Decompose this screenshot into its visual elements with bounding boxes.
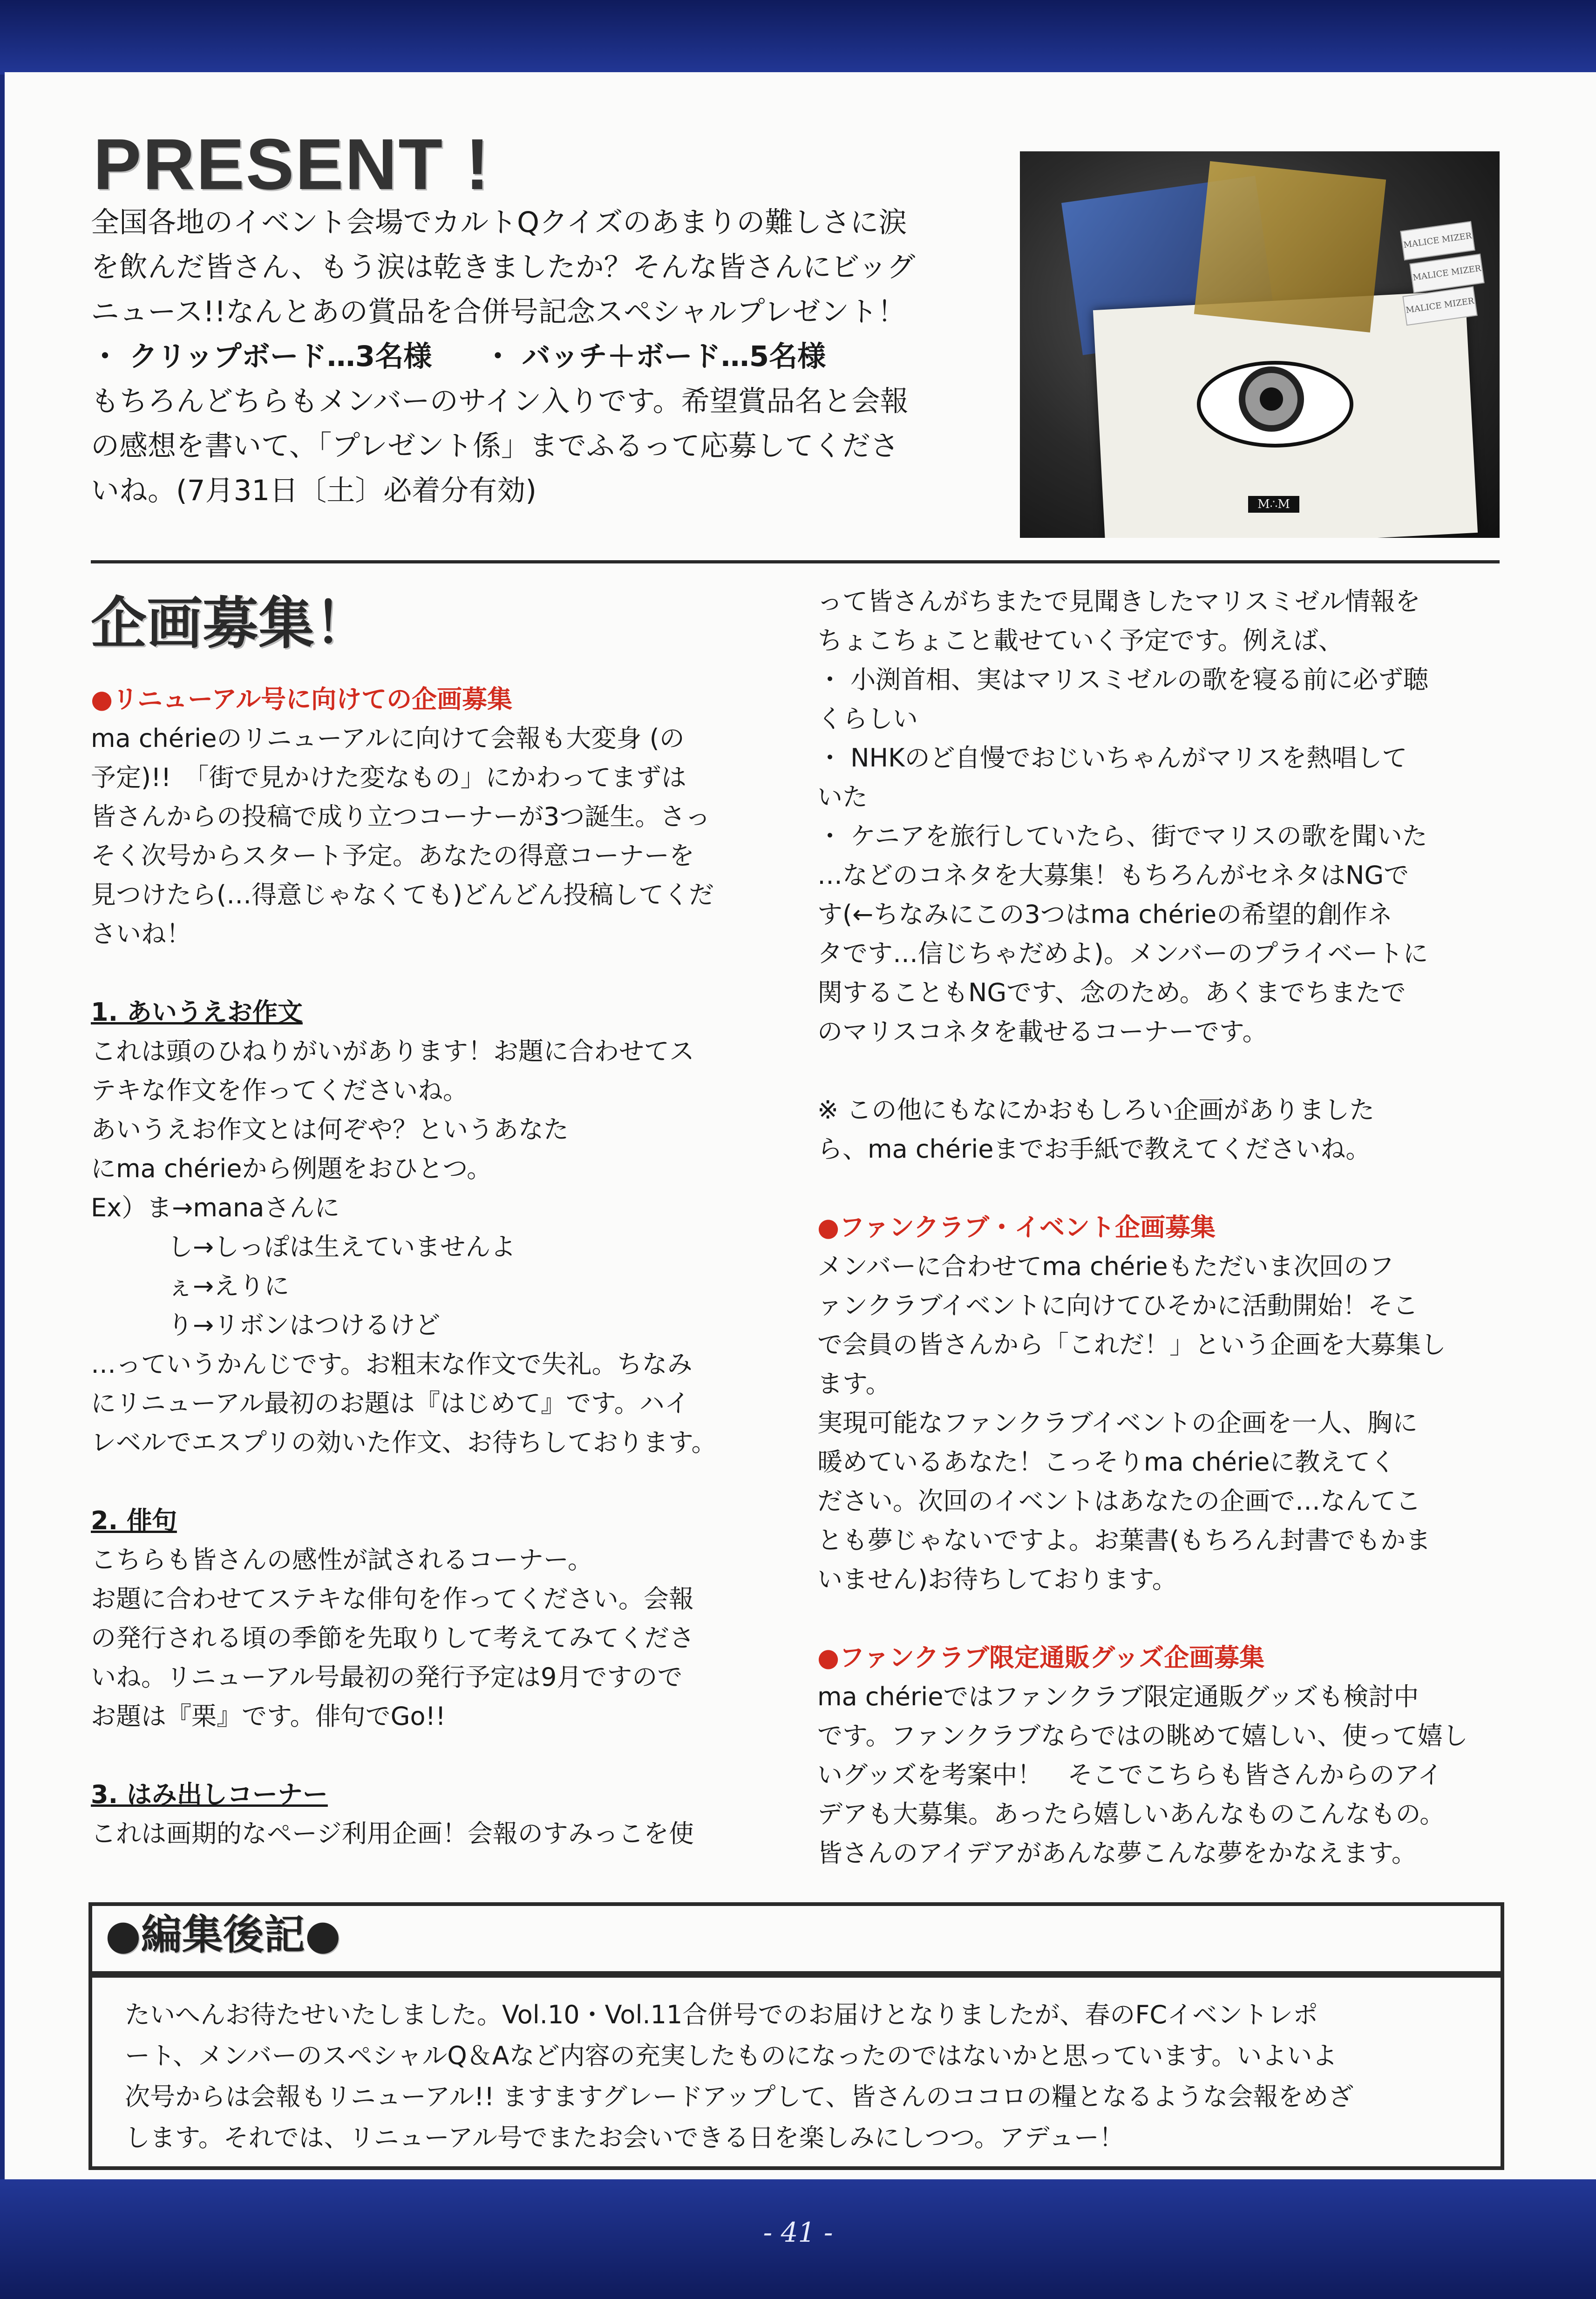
example-line: ぇ→えりに: [168, 1271, 290, 1301]
kikaku-title: 企画募集！: [91, 591, 370, 656]
body-line: ちょこちょこと載せていく予定です。例えば、: [817, 626, 1344, 655]
body-line: ma chérieではファンクラブ限定通販グッズも検討中: [817, 1682, 1419, 1711]
prize-clipboard: ・ クリップボード…3名様: [91, 340, 432, 373]
signed-clipboard-gold: [1194, 161, 1386, 332]
body-line: にma chérieから例題をおひとつ。: [91, 1154, 492, 1183]
body-line: レベルでエスプリの効いた作文、お待ちしております。: [91, 1428, 717, 1457]
present-line: もちろんどちらもメンバーのサイン入りです。希望賞品名と会報: [91, 385, 909, 418]
example-line: し→しっぽは生えていませんよ: [168, 1232, 516, 1261]
body-line: こちらも皆さんの感性が試されるコーナー。: [91, 1545, 593, 1574]
body-line: 関することもNGです、念のため。あくまでちまたで: [817, 978, 1406, 1007]
section-divider: [91, 560, 1500, 563]
spacer: [91, 1462, 771, 1501]
prize-photo: [1020, 151, 1500, 538]
body-line: お題は『栗』です。俳句でGo!!: [91, 1702, 446, 1731]
body-line: いグッズを考案中！ そこでこちらも皆さんからのアイ: [817, 1760, 1443, 1790]
afterword-line: します。それでは、リニューアル号でまたお会いできる日を楽しみにしつつ。アデュー！: [125, 2123, 1124, 2152]
note-line: ら、ma chérieまでお手紙で教えてくださいね。: [817, 1134, 1371, 1164]
body-line: テキな作文を作ってくださいね。: [91, 1076, 468, 1105]
body-line: って皆さんがちまたで見聞きしたマリスミゼル情報を: [817, 587, 1420, 616]
section2-heading: 2. 俳句: [91, 1506, 177, 1535]
body-line: …っていうかんじです。お粗末な作文で失礼。ちなみ: [91, 1350, 693, 1379]
body-line: さいね！: [91, 919, 191, 949]
member-card: MALICE MIZER: [1402, 286, 1477, 326]
present-line: いね。(7月31日〔土〕必着分有効): [91, 474, 537, 507]
body-line: ・ ケニアを旅行していたら、街でマリスの歌を聞いた: [817, 821, 1427, 851]
body-line: これは頭のひねりがいがあります！お題に合わせてス: [91, 1037, 694, 1066]
prize-list: [91, 334, 1004, 379]
body-line: くらしい: [817, 704, 918, 733]
body-line: で会員の皆さんから「これだ！」という企画を大募集し: [817, 1330, 1446, 1359]
body-line: 皆さんからの投稿で成り立つコーナーが3つ誕生。さっ: [91, 802, 711, 831]
body-line: メンバーに合わせてma chérieもただいま次回のフ: [817, 1252, 1394, 1281]
body-line: 実現可能なファンクラブイベントの企画を一人、胸に: [817, 1408, 1418, 1438]
present-line: を飲んだ皆さん、もう涙は乾きましたか？そんな皆さんにビッグ: [91, 251, 916, 284]
eye-pupil-icon: [1260, 387, 1283, 411]
body-line: 予定)!! 「街で見かけた変なもの」にかわってまずは: [91, 763, 686, 792]
left-column: [91, 680, 771, 1853]
body-line: す(←ちなみにこの3つはma chérieの希望的創作ネ: [817, 900, 1393, 929]
renewal-heading: ●リニューアル号に向けての企画募集: [91, 685, 513, 714]
body-line: にリニューアル最初のお題は『はじめて』です。ハイ: [91, 1389, 690, 1418]
example-line: Ex）ま→manaさんに: [91, 1193, 340, 1222]
afterword-body: [125, 1994, 1475, 2158]
spacer: [91, 954, 771, 993]
fc-event-heading: ●ファンクラブ・イベント企画募集: [817, 1213, 1216, 1242]
afterword-line: ート、メンバーのスペシャルQ＆Aなど内容の充実したものになったのではないかと思っています。いよいよ: [125, 2041, 1338, 2070]
body-line: いね。リニューアル号最初の発行予定は9月ですので: [91, 1662, 683, 1692]
body-line: とも夢じゃないですよ。お葉書(もちろん封書でもかま: [817, 1526, 1431, 1555]
afterword-box: [88, 1902, 1504, 2170]
spacer: [817, 1599, 1497, 1638]
present-line: ニュース!!なんとあの賞品を合併号記念スペシャルプレゼント！: [91, 295, 906, 328]
body-line: ・ 小渕首相、実はマリスミゼルの歌を寝る前に必ず聴: [817, 665, 1429, 694]
body-line: ます。: [817, 1369, 891, 1398]
top-blue-band: [0, 0, 1596, 75]
member-card: MALICE MIZER: [1400, 221, 1475, 261]
mm-logo: M∴M: [1248, 496, 1299, 513]
body-line: のマリスコネタを載せるコーナーです。: [817, 1017, 1268, 1046]
spacer: [91, 1736, 771, 1775]
body-line: これは画期的なページ利用企画！会報のすみっこを使: [91, 1819, 694, 1848]
page-number: - 41 -: [763, 2217, 833, 2248]
spacer: [817, 1051, 1497, 1091]
member-card: MALICE MIZER: [1409, 254, 1484, 293]
body-line: デアも大募集。あったら嬉しいあんなものこんなもの。: [817, 1799, 1445, 1829]
body-line: の発行される頃の季節を先取りして考えてみてくださ: [91, 1623, 694, 1653]
prize-badge-board: ・ バッチ＋ボード…5名様: [483, 340, 826, 373]
section1-heading: 1. あいうえお作文: [91, 997, 303, 1027]
example-line: り→リボンはつけるけど: [168, 1310, 441, 1340]
body-line: ださい。次回のイベントはあなたの企画で…なんてこ: [817, 1486, 1421, 1516]
afterword-line: 次号からは会報もリニューアル!! ますますグレードアップして、皆さんのココロの糧となるような会報をめざ: [125, 2082, 1354, 2111]
afterword-divider: [92, 1971, 1501, 1978]
present-line: の感想を書いて、「プレゼント係」までふるって応募してくださ: [91, 429, 899, 462]
body-line: そく次号からスタート予定。あなたの得意コーナーを: [91, 841, 694, 870]
body-line: 暖めているあなた！こっそりma chérieに教えてく: [817, 1447, 1396, 1477]
note-line: ※ この他にもなにかおもしろい企画がありました: [817, 1095, 1375, 1125]
body-line: 皆さんのアイデアがあんな夢こんな夢をかなえます。: [817, 1838, 1417, 1868]
body-line: …などのコネタを大募集！もちろんがセネタはNGで: [817, 861, 1409, 890]
body-line: タです…信じちゃだめよ)。メンバーのプライベートに: [817, 939, 1428, 968]
body-line: ma chérieのリニューアルに向けて会報も大変身 (の: [91, 724, 685, 753]
fc-goods-heading: ●ファンクラブ限定通販グッズ企画募集: [817, 1643, 1265, 1672]
body-line: です。ファンクラブならではの眺めて嬉しい、使って嬉し: [817, 1721, 1468, 1750]
body-line: 見つけたら(…得意じゃなくても)どんどん投稿してくだ: [91, 880, 714, 909]
afterword-line: たいへんお待たせいたしました。Vol.10・Vol.11合併号でのお届けとなりましたが、春のFCイベントレポ: [125, 2000, 1318, 2029]
body-line: お題に合わせてステキな俳句を作ってください。会報: [91, 1584, 694, 1614]
right-column: [817, 582, 1497, 1873]
body-line: いません)お待ちしております。: [817, 1565, 1177, 1594]
body-line: あいうえお作文とは何ぞや？というあなた: [91, 1115, 569, 1144]
spacer: [817, 1169, 1497, 1208]
present-title: PRESENT !: [93, 124, 491, 204]
body-line: ・ NHKのど自慢でおじいちゃんがマリスを熱唱して: [817, 743, 1407, 773]
afterword-title: ●編集後記●: [105, 1911, 341, 1959]
member-cards: [1402, 226, 1486, 347]
present-body: [91, 200, 1004, 513]
present-line: 全国各地のイベント会場でカルトQクイズのあまりの難しさに涙: [91, 206, 907, 239]
body-line: ァンクラブイベントに向けてひそかに活動開始！そこ: [817, 1291, 1419, 1320]
body-line: いた: [817, 782, 868, 812]
section3-heading: 3. はみ出しコーナー: [91, 1780, 328, 1809]
